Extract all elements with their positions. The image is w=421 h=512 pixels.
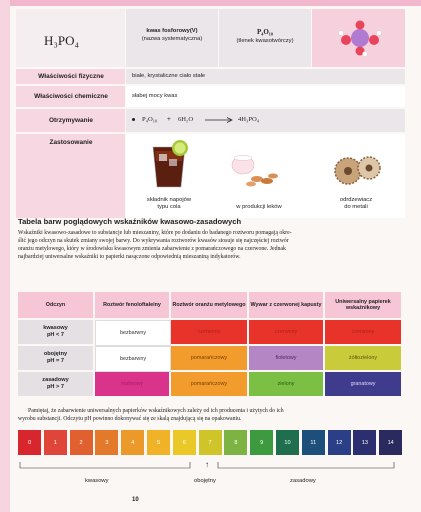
- scale-label-neutral: obojętny: [194, 478, 216, 484]
- ph-swatch-14: 14: [379, 430, 402, 455]
- ph-swatch-3: 3: [95, 430, 118, 455]
- pills-image: [227, 153, 283, 189]
- scale-label-acidic: kwasowy: [85, 478, 109, 484]
- paragraph-line: Pamiętaj, że zabarwienie uniwersalnych papierków wskaźnikowych zależy od ich producenta i użytych do ich: [28, 408, 284, 414]
- color-cell: czerwony: [325, 320, 401, 344]
- cola-glass-image: [147, 139, 191, 189]
- paragraph-line: wyrobu substancji. Odczytu pH powinno dokonywać się ze skalą znajdującą się na opakowaniu.: [18, 416, 242, 422]
- use-pills: w produkcji leków: [236, 204, 282, 210]
- plus-sign: +: [167, 116, 171, 123]
- chemical-properties-value: słabej mocy kwas: [132, 93, 178, 99]
- row-label-acidic: kwasowy pH < 7: [18, 320, 93, 344]
- ph-swatch-10: 10: [276, 430, 299, 455]
- row-label-basic: zasadowy pH > 7: [18, 372, 93, 396]
- product-acid: 4H₃PO₄: [238, 116, 260, 123]
- ph-swatch-4: 4: [121, 430, 144, 455]
- ph-swatch-9: 9: [250, 430, 273, 455]
- color-cell: zielony: [249, 372, 323, 396]
- systematic-name: kwas fosforowy(V): [146, 28, 198, 34]
- paragraph-line: Wskaźniki kwasowo-zasadowe to substancje lub mieszaniny, które po dodaniu do badanego roztworu pomagają okre-: [18, 230, 292, 236]
- systematic-name-note: (nazwa systematyczna): [141, 36, 203, 42]
- reaction-arrow-icon: [204, 116, 234, 124]
- ph-swatch-1: 1: [44, 430, 67, 455]
- physical-properties-label: Właściwości fizyczne: [38, 73, 104, 80]
- scale-label-basic: zasadowy: [290, 478, 316, 484]
- color-cell: bezbarwny: [95, 346, 171, 372]
- molecule-model-icon: [338, 20, 382, 56]
- ph-swatch-12: 12: [328, 430, 351, 455]
- color-cell: malinowy: [95, 372, 169, 396]
- reactant-water: 6H₂O: [178, 116, 194, 123]
- use-cola-line2: typu cola: [157, 204, 181, 210]
- uses-label: Zastosowanie: [49, 139, 93, 146]
- ph-swatch-8: 8: [224, 430, 247, 455]
- ph-swatch-11: 11: [302, 430, 325, 455]
- color-cell: granatowy: [325, 372, 401, 396]
- ph-swatch-6: 6: [173, 430, 196, 455]
- acid-oxide-formula: P₄O₁₀: [256, 28, 274, 36]
- color-cell: pomarańczowy: [171, 346, 247, 370]
- physical-properties-value: białe, krystaliczne ciało stałe: [132, 73, 206, 79]
- ph-swatch-5: 5: [147, 430, 170, 455]
- bullet: [132, 118, 135, 121]
- left-pink-margin: [0, 0, 10, 512]
- header-reaction: Odczyn: [18, 292, 93, 318]
- ph-swatch-7: 7: [199, 430, 222, 455]
- ph-swatch-13: 13: [353, 430, 376, 455]
- color-cell: pomarańczowy: [171, 372, 247, 396]
- header-methyl-orange: Roztwór oranżu metylowego: [171, 292, 247, 318]
- header-universal-paper: Uniwersalny papierek wskaźnikowy: [325, 292, 401, 318]
- ph-swatch-0: 0: [18, 430, 41, 455]
- obtaining-label: Otrzymywanie: [48, 117, 94, 124]
- paragraph-line: najbardziej uniwersalne wskaźniki to papierki nasączone odpowiednią mieszaniną indykatorów.: [18, 254, 241, 260]
- use-rust-line1: odrdzewiacz: [339, 197, 373, 203]
- color-cell: czerwony: [249, 320, 323, 344]
- color-cell: żółtozielony: [325, 346, 401, 370]
- paragraph-line: ślić jego odczyn na skutek zmiany swojej barwy. Do wykrywania roztworów kwasów stosuje się najczęściej roztwór: [18, 238, 289, 244]
- header-phenolphthalein: Roztwór fenoloftaleiny: [95, 292, 169, 318]
- use-cola-line1: składnik napojów: [146, 197, 192, 203]
- acid-formula: H₃PO₄: [44, 33, 80, 48]
- page-number: 10: [132, 497, 139, 503]
- acid-oxide-note: (tlenek kwasotwórczy): [236, 38, 294, 44]
- row-label-neutral: obojętny pH = 7: [18, 346, 93, 370]
- color-cell: bezbarwny: [95, 320, 171, 346]
- rusty-gears-image: [332, 151, 384, 191]
- neutral-arrow-icon: ↑: [205, 460, 209, 469]
- scale-brackets: [18, 460, 403, 476]
- color-cell: czerwony: [171, 320, 247, 344]
- ph-swatch-2: 2: [70, 430, 93, 455]
- reactant-oxide: P₄O₁₀: [142, 116, 158, 123]
- paragraph-line: oranżu metylowego, który w środowisku kwasowym zmienia zabarwienie z pomarańczowego na czerwone. Jednak: [18, 246, 286, 252]
- header-red-cabbage: Wywar z czerwonej kapusty: [249, 292, 323, 318]
- section-title: Tabela barw poglądowych wskaźników kwasowo-zasadowych: [18, 217, 242, 226]
- chemical-properties-label: Właściwości chemiczne: [34, 93, 108, 100]
- use-rust-line2: do metali: [344, 204, 368, 210]
- top-pink-bar: [0, 0, 421, 6]
- color-cell: fioletowy: [249, 346, 323, 370]
